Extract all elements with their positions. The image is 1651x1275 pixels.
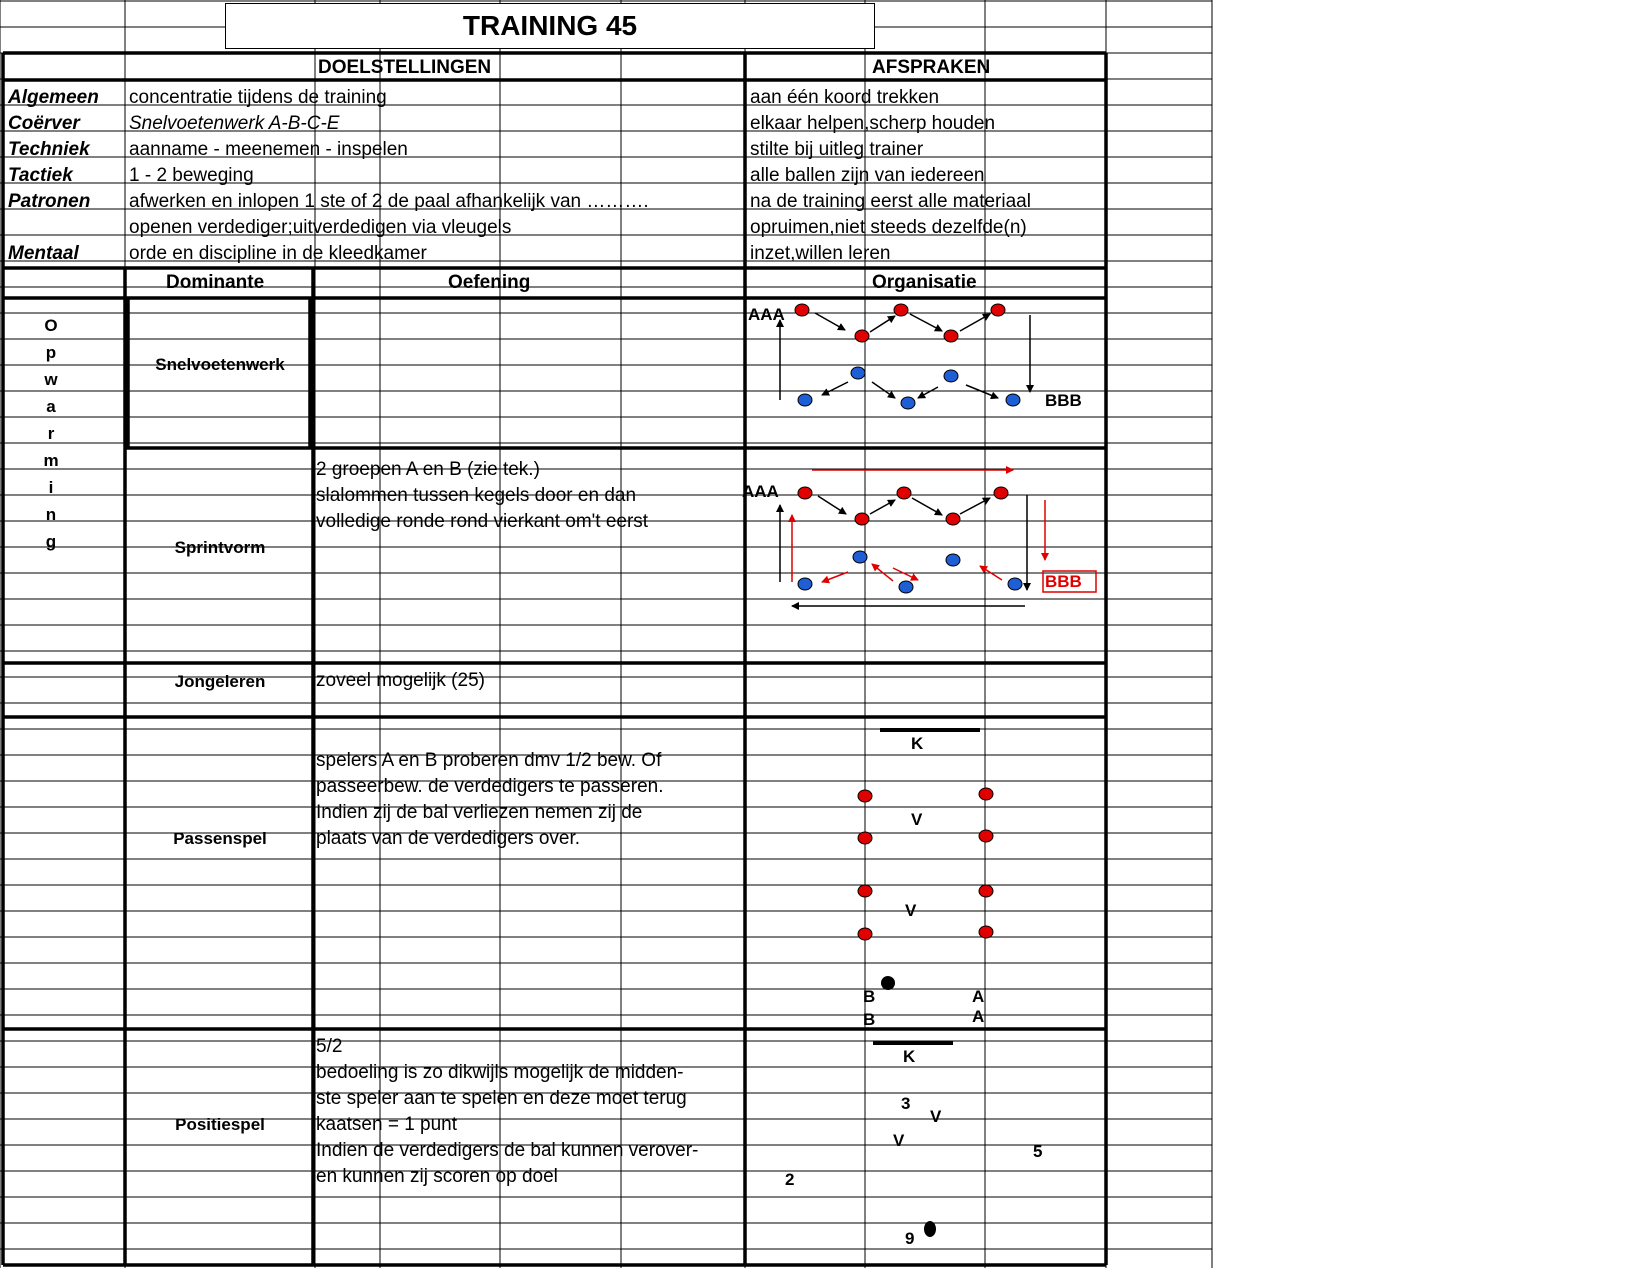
objective-text: Snelvoetenwerk A-B-C-E — [129, 113, 340, 134]
title-box — [225, 3, 875, 49]
red-cone — [894, 304, 908, 316]
afspraak-item: opruimen,niet steeds dezelfde(n) — [750, 217, 1027, 238]
red-cone — [858, 885, 872, 897]
ball — [924, 1221, 936, 1237]
red-cone — [858, 832, 872, 844]
objective-label: Mentaal — [8, 243, 79, 264]
arrow — [872, 382, 895, 398]
blue-cone — [853, 551, 867, 563]
blue-cone — [798, 578, 812, 590]
afspraak-item: inzet,willen leren — [750, 243, 891, 264]
objective-label: Coërver — [8, 113, 80, 134]
blue-cone — [1008, 578, 1022, 590]
player-9-label: 9 — [905, 1229, 915, 1248]
blue-cone — [899, 581, 913, 593]
red-cone — [798, 487, 812, 499]
arrow — [912, 498, 942, 515]
group-b-label: BBB — [1045, 391, 1082, 410]
arrow — [822, 382, 848, 395]
red-cone — [979, 830, 993, 842]
red-cone — [979, 885, 993, 897]
arrow — [910, 314, 942, 331]
player-b-label: B — [863, 987, 876, 1006]
header-dominante: Dominante — [166, 272, 265, 293]
red-arrow — [893, 568, 918, 580]
objective-label: Algemeen — [8, 87, 99, 108]
afspraak-item: alle ballen zijn van iedereen — [750, 165, 985, 186]
player-b-label: B — [863, 1010, 876, 1029]
player-5-label: 5 — [1033, 1142, 1043, 1161]
dominante-passenspel: Passenspel — [173, 829, 267, 848]
arrow — [918, 387, 938, 398]
defender-label: V — [905, 901, 917, 920]
objective-label: Techniek — [8, 139, 90, 160]
afspraak-item: elkaar helpen,scherp houden — [750, 113, 996, 134]
defender-label: V — [893, 1131, 905, 1150]
objective-text: 1 - 2 beweging — [129, 165, 254, 186]
blue-cone — [798, 394, 812, 406]
dominante-jongeleren: Jongeleren — [174, 672, 266, 691]
red-cone — [994, 487, 1008, 499]
red-cone — [858, 790, 872, 802]
blue-cone — [1006, 394, 1020, 406]
defender-label: V — [930, 1107, 942, 1126]
objective-text: orde en discipline in de kleedkamer — [129, 243, 427, 264]
afspraak-item: na de training eerst alle materiaal — [750, 191, 1031, 212]
objective-label: Patronen — [8, 191, 91, 212]
player-2-label: 2 — [785, 1170, 795, 1189]
blue-cone — [851, 367, 865, 379]
group-b-label: BBB — [1045, 572, 1082, 591]
red-cone — [991, 304, 1005, 316]
defender-label: V — [911, 810, 923, 829]
player-a-label: A — [972, 1007, 985, 1026]
objective-text: afwerken en inlopen 1 ste of 2 de paal afhankelijk van ………. — [129, 191, 649, 212]
dominante-sprintvorm: Sprintvorm — [174, 538, 266, 557]
objective-text: aanname - meenemen - inspelen — [129, 139, 408, 160]
red-cone — [946, 513, 960, 525]
arrow — [818, 496, 846, 514]
afspraak-item: aan één koord trekken — [750, 87, 940, 108]
header-organisatie: Organisatie — [872, 272, 977, 293]
red-cone — [897, 487, 911, 499]
objective-text: openen verdediger;uitverdedigen via vleugels — [129, 217, 512, 238]
red-cone — [944, 330, 958, 342]
header-afspraken: AFSPRAKEN — [872, 57, 991, 78]
objective-text: concentratie tijdens de training — [129, 87, 387, 108]
keeper-label: K — [903, 1047, 916, 1066]
group-a-label: AAA — [748, 305, 785, 324]
keeper-label: K — [911, 734, 924, 753]
objective-label: Tactiek — [8, 165, 73, 186]
afspraak-item: stilte bij uitleg trainer — [750, 139, 924, 160]
group-a-label: AAA — [742, 482, 779, 501]
red-cone — [979, 788, 993, 800]
header-doelstellingen: DOELSTELLINGEN — [318, 57, 492, 78]
red-cone — [858, 928, 872, 940]
blue-cone — [946, 554, 960, 566]
red-cone — [855, 513, 869, 525]
player-3-label: 3 — [901, 1094, 911, 1113]
red-cone — [979, 926, 993, 938]
arrow — [870, 500, 895, 514]
red-cone — [855, 330, 869, 342]
ball — [881, 976, 895, 990]
red-cone — [795, 304, 809, 316]
page-title: TRAINING 45 — [462, 10, 638, 41]
player-a-label: A — [972, 987, 985, 1006]
header-oefening: Oefening — [448, 272, 531, 293]
blue-cone — [944, 370, 958, 382]
arrow — [815, 313, 845, 330]
dominante-snelvoetenwerk: Snelvoetenwerk — [155, 355, 285, 374]
dominante-positiespel: Positiespel — [175, 1115, 265, 1134]
arrow — [870, 316, 895, 332]
blue-cone — [901, 397, 915, 409]
